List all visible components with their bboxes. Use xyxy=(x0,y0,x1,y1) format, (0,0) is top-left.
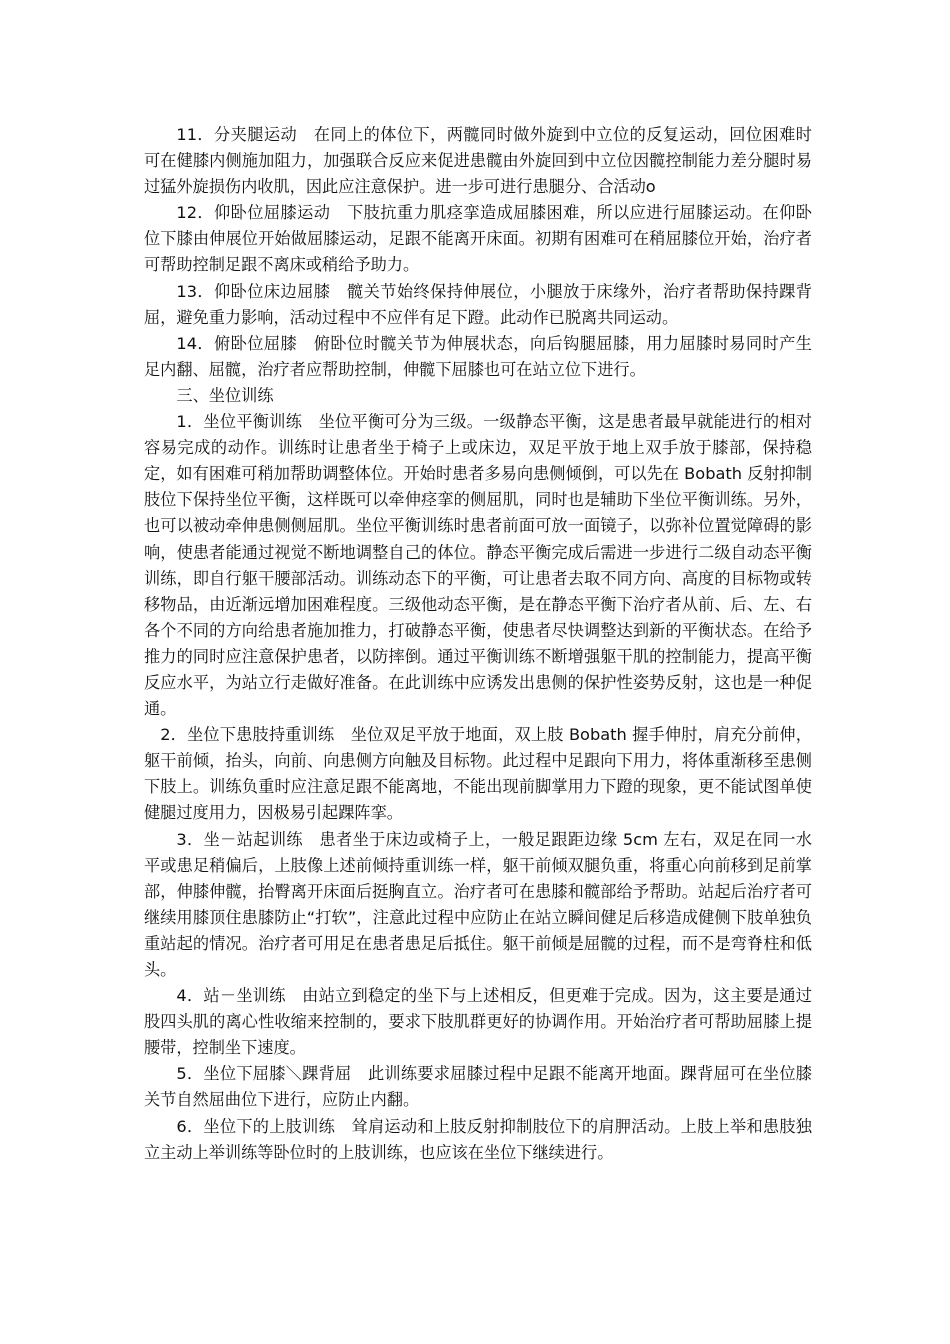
paragraph-14-prone-knee-flexion: 14．俯卧位屈膝 俯卧位时髋关节为伸展状态，向后钩腿屈膝，用力屈膝时易同时产生足内翻、屈髋，治疗者应帮助控制，伸髋下屈膝也可在站立位下进行。 xyxy=(144,333,812,379)
paragraph-11-leg-abduction: 11．分夹腿运动 在同上的体位下，两髋同时做外旋到中立位的反复运动，回位困难时可在健膝内侧施加阻力，加强联合反应来促进患髋由外旋回到中立位因髋控制能力差分腿时易过猛外旋损伤内收肌，因此应注意保护。进一步可进行患腿分、合活动o xyxy=(144,125,812,197)
paragraph-3-sit-to-stand: 3．坐－站起训练 患者坐于床边或椅子上，一般足跟距边缘 5cm 左右，双足在同一水平或患足稍偏后，上肢像上述前倾持重训练一样，躯干前倾双腿负重，将重心向前移到足前掌部，伸膝伸髋，抬臀离开床面后挺胸直立。治疗者可在患膝和髋部给予帮助。站起后治疗者可继续用膝顶住患膝防止“打软”，注意此过程中应防止在站立瞬间健足后移造成健侧下肢单独负重站起的情况。治疗者可用足在患者患足后抵住。躯干前倾是屈髋的过程，而不是弯脊柱和低头。 xyxy=(144,829,812,979)
section-heading-sitting-training: 三、坐位训练 xyxy=(176,385,274,405)
paragraph-5-knee-ankle: 5．坐位下屈膝＼踝背屈 此训练要求屈膝过程中足跟不能离开地面。踝背屈可在坐位膝关节自然屈曲位下进行，应防止内翻。 xyxy=(144,1064,812,1110)
paragraph-12-supine-knee-flexion: 12．仰卧位屈膝运动 下肢抗重力肌痉挛造成屈膝困难，所以应进行屈膝运动。在仰卧位下膝由伸展位开始做屈膝运动，足跟不能离开床面。初期有困难可在稍屈膝位开始，治疗者可帮助控制足跟不离床或稍给予助力。 xyxy=(144,203,812,275)
document-body xyxy=(144,122,812,1166)
paragraph-13-bedside-knee-flexion: 13．仰卧位床边屈膝 髋关节始终保持伸展位，小腿放于床缘外，治疗者帮助保持踝背屈，避免重力影响，活动过程中不应伴有足下蹬。此动作已脱离共同运动。 xyxy=(144,281,812,327)
paragraph-1-sitting-balance: 1．坐位平衡训练 坐位平衡可分为三级。一级静态平衡，这是患者最早就能进行的相对容易完成的动作。训练时让患者坐于椅子上或床边，双足平放于地上双手放于膝部，保持稳定，如有困难可稍加帮助调整体位。开始时患者多易向患侧倾倒，可以先在 Bobath 反射抑制肢位下保持坐位平衡，这样既可以牵伸痉挛的侧屈肌，同时也是辅助下坐位平衡训练。另外，也可以被动牵伸患侧侧屈肌。坐位平衡训练时患者前面可放一面镜子，以弥补位置觉障碍的影响，使患者能通过视觉不断地调整自己的体位。静态平衡完成后需进一步进行二级自动态平衡训练，即自行躯干腰部活动。训练动态下的平衡，可让患者去取不同方向、高度的目标物或转移物品，由近渐远增加困难程度。三级他动态平衡，是在静态平衡下治疗者从前、后、左、右各个不同的方向给患者施加推力，打破静态平衡，使患者尽快调整达到新的平衡状态。在给予推力的同时应注意保护患者，以防摔倒。通过平衡训练不断增强躯干肌的控制能力，提高平衡反应水平，为站立行走做好准备。在此训练中应诱发出患侧的保护性姿势反射，这也是一种促通。 xyxy=(144,412,812,719)
paragraph-4-stand-to-sit: 4．站－坐训练 由站立到稳定的坐下与上述相反，但更难于完成。因为，这主要是通过股四头肌的离心性收缩来控制的，要求下肢肌群更好的协调作用。开始治疗者可帮助屈膝上提腰带，控制坐下速度。 xyxy=(144,986,812,1058)
paragraph-6-upper-limb: 6．坐位下的上肢训练 耸肩运动和上肢反射抑制肢位下的肩胛活动。上肢上举和患肢独立主动上举训练等卧位时的上肢训练，也应该在坐位下继续进行。 xyxy=(144,1116,812,1162)
paragraph-2-weight-bearing: 2．坐位下患肢持重训练 坐位双足平放于地面，双上肢 Bobath 握手伸肘，肩充分前伸，躯干前倾，抬头，向前、向患侧方向触及目标物。此过程中足跟向下用力，将体重渐移至患侧下肢上。训练负重时应注意足跟不能离地，不能出现前脚掌用力下蹬的现象，更不能试图单使健腿过度用力，因极易引起踝阵挛。 xyxy=(144,725,812,823)
